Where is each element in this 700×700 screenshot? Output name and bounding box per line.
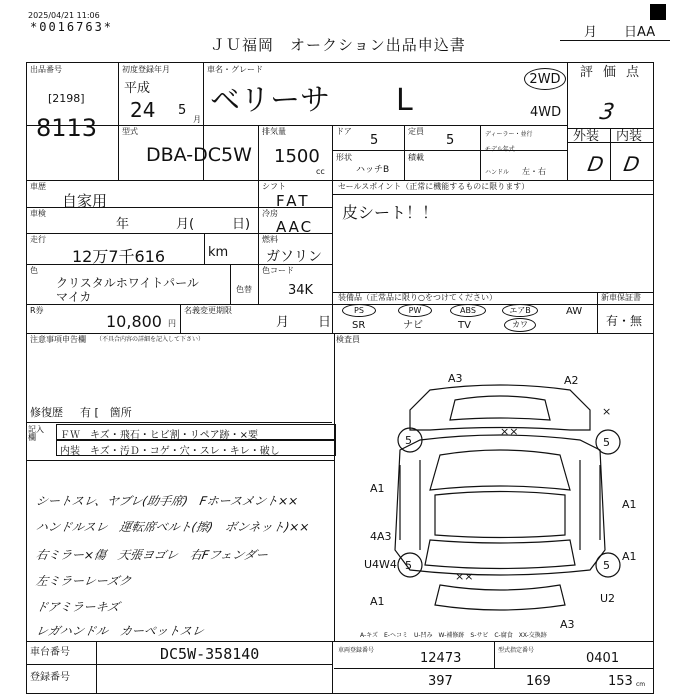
serial-number: *0016763* [30, 20, 114, 34]
mark-4a3: 4A3 [370, 530, 392, 543]
warranty-value: 有・無 [606, 314, 643, 328]
shift-label: シフト [262, 182, 286, 191]
color-value-2: マイカ [56, 290, 92, 304]
handle-value: 左・右 [522, 167, 546, 176]
repair-label: 修復歴 [30, 406, 63, 419]
shift-value: FAT [276, 192, 311, 210]
wheel-rear-left-value: 5 [405, 559, 412, 572]
ac-value: AAC [276, 218, 314, 236]
mark-u2: U2 [600, 592, 616, 605]
mark-u4w4: U4W4 [364, 558, 397, 571]
displacement-label: 排気量 [262, 127, 286, 136]
car-grade: L [396, 83, 413, 118]
diagram-legend: A-キズ E-ヘコミ U-凹み W-補修跡 S-サビ C-腐食 XX-交換跡 [360, 632, 547, 639]
car-name: ベリーサ [210, 83, 330, 118]
name-change-month: 月 [276, 315, 290, 330]
inspection-month: 月( [176, 217, 195, 232]
dims-height: 153 [608, 674, 633, 689]
capacity-value: 5 [446, 133, 455, 148]
name-change-label: 名義変更期限 [184, 306, 232, 315]
doors-value: 5 [370, 133, 379, 148]
handwritten-line-4: 左ミラーレーズク [34, 574, 133, 588]
color-label: 色 [30, 266, 38, 275]
day-label: 日AA [624, 25, 656, 40]
equipment-leather: カワ [504, 318, 536, 332]
inspection-day: 日) [232, 217, 251, 232]
repair-value: 有 [ 箇所 [80, 406, 132, 419]
dealer-label: ディーラー・並行 [485, 131, 533, 138]
dims-length: 397 [428, 674, 453, 689]
car-damage-diagram [360, 370, 640, 630]
recycle-label: R券 [30, 306, 44, 315]
dims-label-b: 型式指定番号 [498, 647, 535, 654]
wheel-front-left-value: 5 [405, 434, 412, 447]
mark-a1-left: A1 [370, 482, 385, 495]
mark-a1-right: A1 [622, 498, 637, 511]
grade-label: 評価点 [580, 65, 650, 80]
reg-number-label: 登録番号 [30, 672, 70, 683]
recycle-unit: 円 [168, 319, 176, 328]
displacement-value: 1500 [274, 146, 320, 167]
equipment-label: 装備品（正常品に限り○をつけてください） [338, 293, 497, 302]
recycle-value: 10,800 [106, 312, 162, 331]
selling-point-label: セールスポイント（正常に機能するものに限ります） [338, 182, 530, 191]
handwritten-line-6: レガハンドル カーペットスレ [34, 624, 206, 638]
model-value: DBA-DC5W [146, 144, 252, 166]
mileage-label: 走行 [30, 235, 46, 244]
page-title: ＪＵ福岡 オークション出品申込書 [210, 36, 466, 54]
entry-interior-line: 内装 キズ・汚Ｄ・コゲ・穴・スレ・キレ・破し [60, 446, 280, 457]
notes-small: （不具合内容の詳細を記入して下さい） [96, 336, 205, 343]
handwritten-line-1: シートスレ、ヤブレ(助手席) Fホースメント×× [34, 494, 300, 508]
repaint-label: 色替 [236, 285, 252, 294]
ac-label: 冷房 [262, 209, 278, 218]
selling-point-text: 皮シート！！ [342, 203, 439, 222]
lot-number: 8113 [36, 114, 98, 142]
model-year-label: モデル年式 [485, 146, 515, 153]
color-value-1: クリスタルホワイトパール [56, 276, 199, 290]
mileage-value: 12万7千616 [72, 247, 166, 266]
handwritten-line-3: 右ミラー×傷 天張ヨゴレ 右Fフェンダー [34, 548, 270, 562]
equipment-pw: PW [398, 304, 432, 317]
usage-label: 車歴 [30, 182, 46, 191]
equipment-tv: TV [458, 320, 471, 331]
mark-xx-hood: ×× [500, 425, 519, 438]
dims-value-a: 12473 [420, 651, 462, 666]
corner-marker [650, 4, 666, 20]
handwritten-line-5: ドアミラーキズ [34, 600, 121, 614]
shape-label: 形状 [336, 153, 352, 162]
inspection-year: 年 [116, 217, 130, 232]
equipment-abs: ABS [450, 304, 486, 317]
shape-value: ハッチB [356, 165, 390, 175]
mark-a1-spare: A1 [370, 595, 385, 608]
mark-a3-bottom: A3 [560, 618, 575, 630]
doors-label: ドア [336, 127, 352, 136]
lot-label: 出品番号 [30, 65, 62, 74]
registration-year: 24 [130, 98, 156, 122]
equipment-navi: ナビ [403, 320, 423, 331]
equipment-ps: PS [342, 304, 376, 317]
wheel-front-right-value: 5 [603, 436, 610, 449]
fuel-label: 燃料 [262, 235, 278, 244]
mark-a3-top: A3 [448, 372, 463, 385]
registration-label: 初度登録年月 [122, 65, 170, 74]
name-change-day: 日 [318, 315, 332, 330]
registration-month: 5 [178, 103, 187, 118]
model-label: 型式 [122, 127, 138, 136]
capacity-label: 定員 [408, 127, 424, 136]
mark-x-top-right: × [602, 405, 612, 418]
usage-value: 自家用 [62, 192, 108, 210]
dims-value-b: 0401 [586, 651, 620, 666]
datetime: 2025/04/21 11:06 [28, 11, 100, 20]
chassis-label: 車台番号 [30, 647, 70, 658]
mark-a2-top: A2 [564, 374, 579, 387]
mark-xx-lower: ×× [455, 570, 474, 583]
mileage-unit: km [208, 245, 229, 260]
color-code-label: 色コード [262, 266, 294, 275]
exterior-grade: D [585, 152, 606, 176]
fuel-value: ガソリン [266, 249, 322, 265]
registration-era: 平成 [124, 81, 151, 96]
handle-label: ハンドル [485, 169, 510, 176]
color-code: 34K [288, 283, 314, 298]
dims-label-a: 車両登録番号 [338, 647, 375, 654]
handwritten-line-2: ハンドルスレ 運転席ベルト(擦) ボンネット)×× [34, 520, 311, 534]
month-label: 月 [584, 25, 598, 40]
load-label: 積載 [408, 153, 424, 162]
equipment-sr: SR [352, 320, 366, 331]
car-name-label: 車名・グレード [207, 65, 263, 74]
mark-a1-rear-right: A1 [622, 550, 637, 563]
lot-sub-number: [2198] [48, 92, 85, 105]
interior-grade: D [621, 152, 642, 176]
drive-2wd: 2WD [524, 68, 566, 90]
entry-fw-line: ＦＷ キズ・飛石・ヒビ割・リペア跡・×要 [60, 430, 258, 441]
inspector-label: 検査員 [336, 335, 360, 344]
equipment-aw: AW [566, 306, 583, 317]
interior-label: 内装 [616, 129, 643, 144]
registration-month-unit: 月 [193, 115, 201, 124]
dims-width: 169 [526, 674, 551, 689]
chassis-value: DC5W-358140 [160, 645, 260, 663]
drive-4wd: 4WD [530, 105, 562, 120]
notes-label: 注意事項申告欄 [30, 335, 86, 344]
wheel-rear-right-value: 5 [603, 559, 610, 572]
inspection-label: 車検 [30, 209, 46, 218]
entry-label: 記入欄 [28, 425, 44, 442]
warranty-label: 新車保証書 [601, 293, 641, 302]
grade-score: 3 [597, 100, 617, 125]
equipment-airbag: エアB [502, 304, 538, 317]
exterior-label: 外装 [573, 129, 600, 144]
dims-unit: cm [636, 681, 646, 688]
displacement-unit: cc [316, 167, 325, 176]
